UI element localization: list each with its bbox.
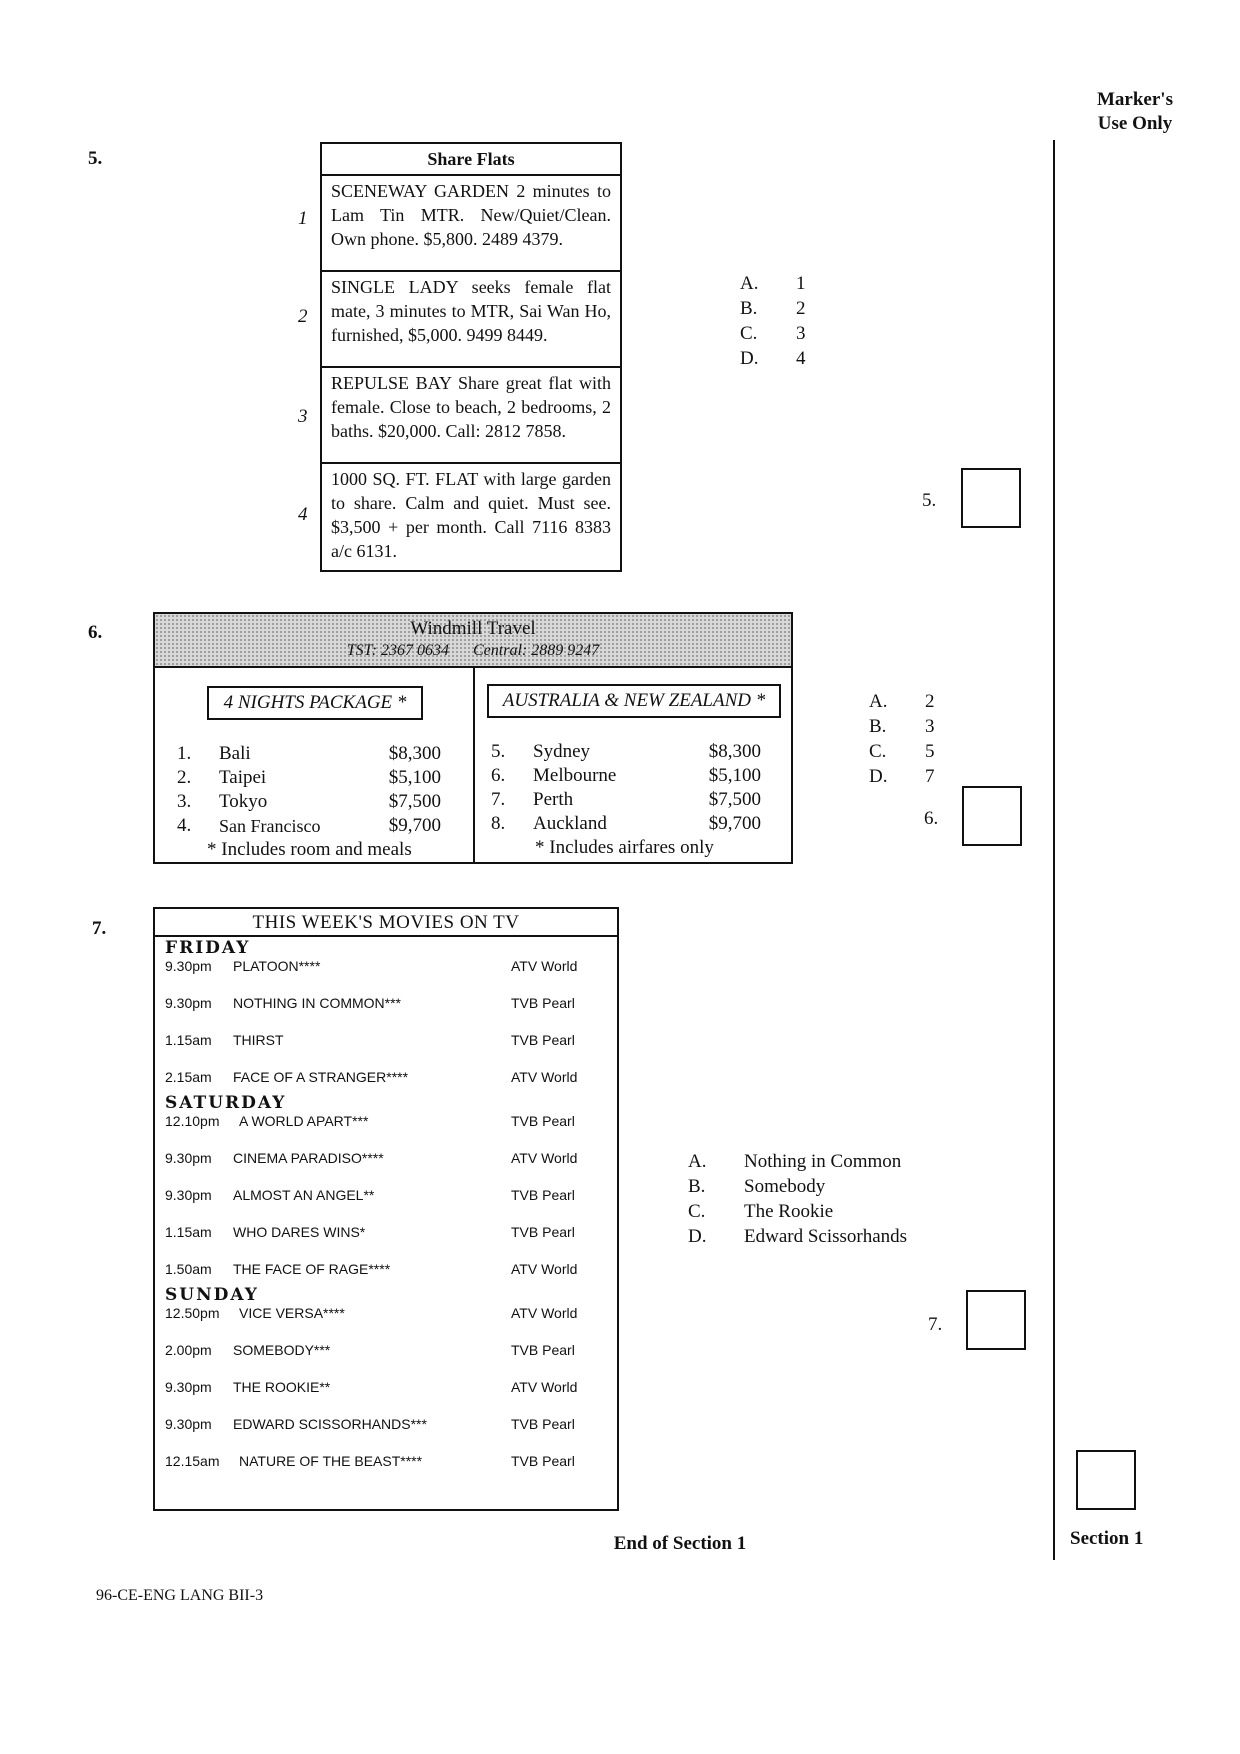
- tv-movie-list: [155, 937, 617, 1470]
- q7-option-d: D. Edward Scissorhands: [688, 1226, 908, 1247]
- movie-time: 9.30pm: [165, 1379, 212, 1395]
- travel-column-divider: [473, 668, 475, 862]
- day-heading-sunday: SUNDAY: [165, 1285, 259, 1305]
- q6-option-b: B. 3: [869, 716, 935, 737]
- movie-row: [165, 1304, 617, 1341]
- movie-time: 1.15am: [165, 1224, 212, 1240]
- movie-time: 9.30pm: [165, 1416, 212, 1432]
- package-item-2: 2. Taipei $5,100: [177, 767, 441, 788]
- movie-channel: TVB Pearl: [511, 1416, 575, 1432]
- movie-row: [165, 994, 617, 1031]
- movie-channel: ATV World: [511, 1069, 578, 1085]
- day-heading-saturday: SATURDAY: [165, 1093, 287, 1113]
- flat-ad-number-1: 1: [298, 208, 308, 229]
- movie-time: 1.15am: [165, 1032, 212, 1048]
- section-1-total-box[interactable]: [1076, 1450, 1136, 1510]
- q6-option-a: A. 2: [869, 691, 935, 712]
- movie-title: ALMOST AN ANGEL**: [233, 1187, 375, 1203]
- movie-row: [165, 1378, 617, 1415]
- movie-title: NOTHING IN COMMON***: [233, 995, 401, 1011]
- movie-title: THE FACE OF RAGE****: [233, 1261, 391, 1277]
- question-7-number: 7.: [92, 918, 107, 939]
- q7-options: [688, 1150, 907, 1250]
- package-list-left: [177, 742, 457, 862]
- package-item-8: 8. Auckland $9,700: [491, 813, 761, 834]
- left-package-note: * Includes room and meals: [207, 839, 412, 860]
- package-item-7: 7. Perth $7,500: [491, 789, 761, 810]
- movie-time: 2.15am: [165, 1069, 212, 1085]
- movie-time: 2.00pm: [165, 1342, 212, 1358]
- q5-answer-box-label: 5.: [922, 490, 937, 511]
- flat-ad-number-3: 3: [298, 406, 308, 427]
- section-label: Section 1: [1070, 1528, 1144, 1549]
- movie-time: 9.30pm: [165, 1150, 212, 1166]
- movie-time: 9.30pm: [165, 995, 212, 1011]
- movie-channel: ATV World: [511, 1305, 578, 1321]
- movie-channel: ATV World: [511, 1379, 578, 1395]
- right-package-note: * Includes airfares only: [535, 837, 714, 858]
- movie-channel: TVB Pearl: [511, 1453, 575, 1469]
- q7-answer-box-label: 7.: [928, 1314, 943, 1335]
- tv-movies-title: THIS WEEK'S MOVIES ON TV: [155, 909, 617, 937]
- tv-movies-panel: [153, 907, 619, 1511]
- q5-answer-box[interactable]: [961, 468, 1021, 528]
- four-nights-package-title: 4 NIGHTS PACKAGE *: [207, 686, 423, 720]
- paper-code-footer: 96-CE-ENG LANG BII-3: [96, 1587, 264, 1604]
- package-item-3: 3. Tokyo $7,500: [177, 791, 441, 812]
- question-6-number: 6.: [88, 622, 103, 643]
- movie-title: A WORLD APART***: [239, 1113, 369, 1129]
- flat-ad-number-2: 2: [298, 306, 308, 327]
- movie-title: FACE OF A STRANGER****: [233, 1069, 409, 1085]
- movie-channel: TVB Pearl: [511, 1342, 575, 1358]
- q7-option-a: A. Nothing in Common: [688, 1151, 902, 1172]
- movie-time: 12.15am: [165, 1453, 220, 1469]
- q7-answer-box[interactable]: [966, 1290, 1026, 1350]
- movie-time: 12.50pm: [165, 1305, 220, 1321]
- movie-title: NATURE OF THE BEAST****: [239, 1453, 423, 1469]
- movie-row: [165, 1415, 617, 1452]
- flat-ad-4: 1000 SQ. FT. FLAT with large garden to share. Calm and quiet. Must see. $3,500 + per month. Call 7116 8383 a/c 6131.: [331, 469, 611, 560]
- travel-agency-name: Windmill Travel: [410, 618, 536, 639]
- q7-option-c: C. The Rookie: [688, 1201, 834, 1222]
- marker-column-rule: [1053, 140, 1055, 1560]
- share-flats-panel: [320, 142, 622, 572]
- movie-row: [165, 1260, 617, 1278]
- movie-time: 9.30pm: [165, 1187, 212, 1203]
- movie-channel: TVB Pearl: [511, 1224, 575, 1240]
- movie-title: PLATOON****: [233, 958, 321, 974]
- movie-row: [165, 957, 617, 994]
- movie-time: 9.30pm: [165, 958, 212, 974]
- windmill-travel-header: [155, 614, 791, 668]
- package-item-6: 6. Melbourne $5,100: [491, 765, 761, 786]
- flat-ad-2: SINGLE LADY seeks female flat mate, 3 minutes to MTR, Sai Wan Ho, furnished, $5,000. 9499 8449.: [322, 272, 620, 368]
- package-item-1: 1. Bali $8,300: [177, 743, 441, 764]
- movie-row: [165, 1149, 617, 1186]
- q6-option-c: C. 5: [869, 741, 935, 762]
- movie-title: WHO DARES WINS*: [233, 1224, 366, 1240]
- australia-nz-title: AUSTRALIA & NEW ZEALAND *: [487, 684, 781, 718]
- flat-ad-1: SCENEWAY GARDEN 2 minutes to Lam Tin MTR. New/Quiet/Clean. Own phone. $5,800. 2489 4379.: [322, 176, 620, 272]
- movie-title: EDWARD SCISSORHANDS***: [233, 1416, 427, 1432]
- package-list-right: [491, 740, 775, 860]
- movie-row: [165, 1223, 617, 1260]
- markers-use-only-heading: [1070, 88, 1200, 136]
- end-of-section-text: End of Section 1: [613, 1533, 747, 1554]
- movie-channel: ATV World: [511, 1261, 578, 1277]
- movie-channel: TVB Pearl: [511, 1032, 575, 1048]
- q5-options: [740, 272, 806, 372]
- q7-option-b: B. Somebody: [688, 1176, 826, 1197]
- movie-title: THIRST: [233, 1032, 284, 1048]
- movie-channel: ATV World: [511, 958, 578, 974]
- movie-channel: TVB Pearl: [511, 1113, 575, 1129]
- movie-row: [165, 1341, 617, 1378]
- q5-option-d: D. 4: [740, 348, 806, 369]
- q5-option-a: A. 1: [740, 273, 806, 294]
- movie-title: SOMEBODY***: [233, 1342, 331, 1358]
- day-heading-friday: FRIDAY: [165, 938, 251, 958]
- travel-agency-phones: TST: 2367 0634 Central: 2889 9247: [346, 642, 600, 659]
- movie-row: [165, 1068, 617, 1086]
- movie-time: 1.50am: [165, 1261, 212, 1277]
- movie-title: VICE VERSA****: [239, 1305, 345, 1321]
- q6-answer-box-label: 6.: [924, 808, 939, 829]
- q6-options: [869, 690, 935, 790]
- movie-time: 12.10pm: [165, 1113, 220, 1129]
- flat-ad-3: REPULSE BAY Share great flat with female. Close to beach, 2 bedrooms, 2 baths. $20,000. Call: 2812 7858.: [322, 368, 620, 464]
- marker-heading-line2: Use Only: [1097, 113, 1173, 134]
- question-5-number: 5.: [88, 148, 103, 169]
- movie-row: [165, 1452, 617, 1470]
- movie-title: CINEMA PARADISO****: [233, 1150, 384, 1166]
- share-flats-title: Share Flats: [322, 144, 620, 176]
- q5-option-b: B. 2: [740, 298, 806, 319]
- movie-title: THE ROOKIE**: [233, 1379, 331, 1395]
- package-item-5: 5. Sydney $8,300: [491, 741, 761, 762]
- movie-row: [165, 1031, 617, 1068]
- movie-channel: ATV World: [511, 1150, 578, 1166]
- package-item-4: 4. San Francisco $9,700: [177, 815, 441, 836]
- windmill-travel-panel: [153, 612, 793, 864]
- q5-option-c: C. 3: [740, 323, 806, 344]
- q6-option-d: D. 7: [869, 766, 935, 787]
- movie-row: [165, 1112, 617, 1149]
- movie-row: [165, 1186, 617, 1223]
- q6-answer-box[interactable]: [962, 786, 1022, 846]
- flat-ad-number-4: 4: [298, 504, 308, 525]
- movie-channel: TVB Pearl: [511, 995, 575, 1011]
- marker-heading-line1: Marker's: [1097, 89, 1173, 110]
- movie-channel: TVB Pearl: [511, 1187, 575, 1203]
